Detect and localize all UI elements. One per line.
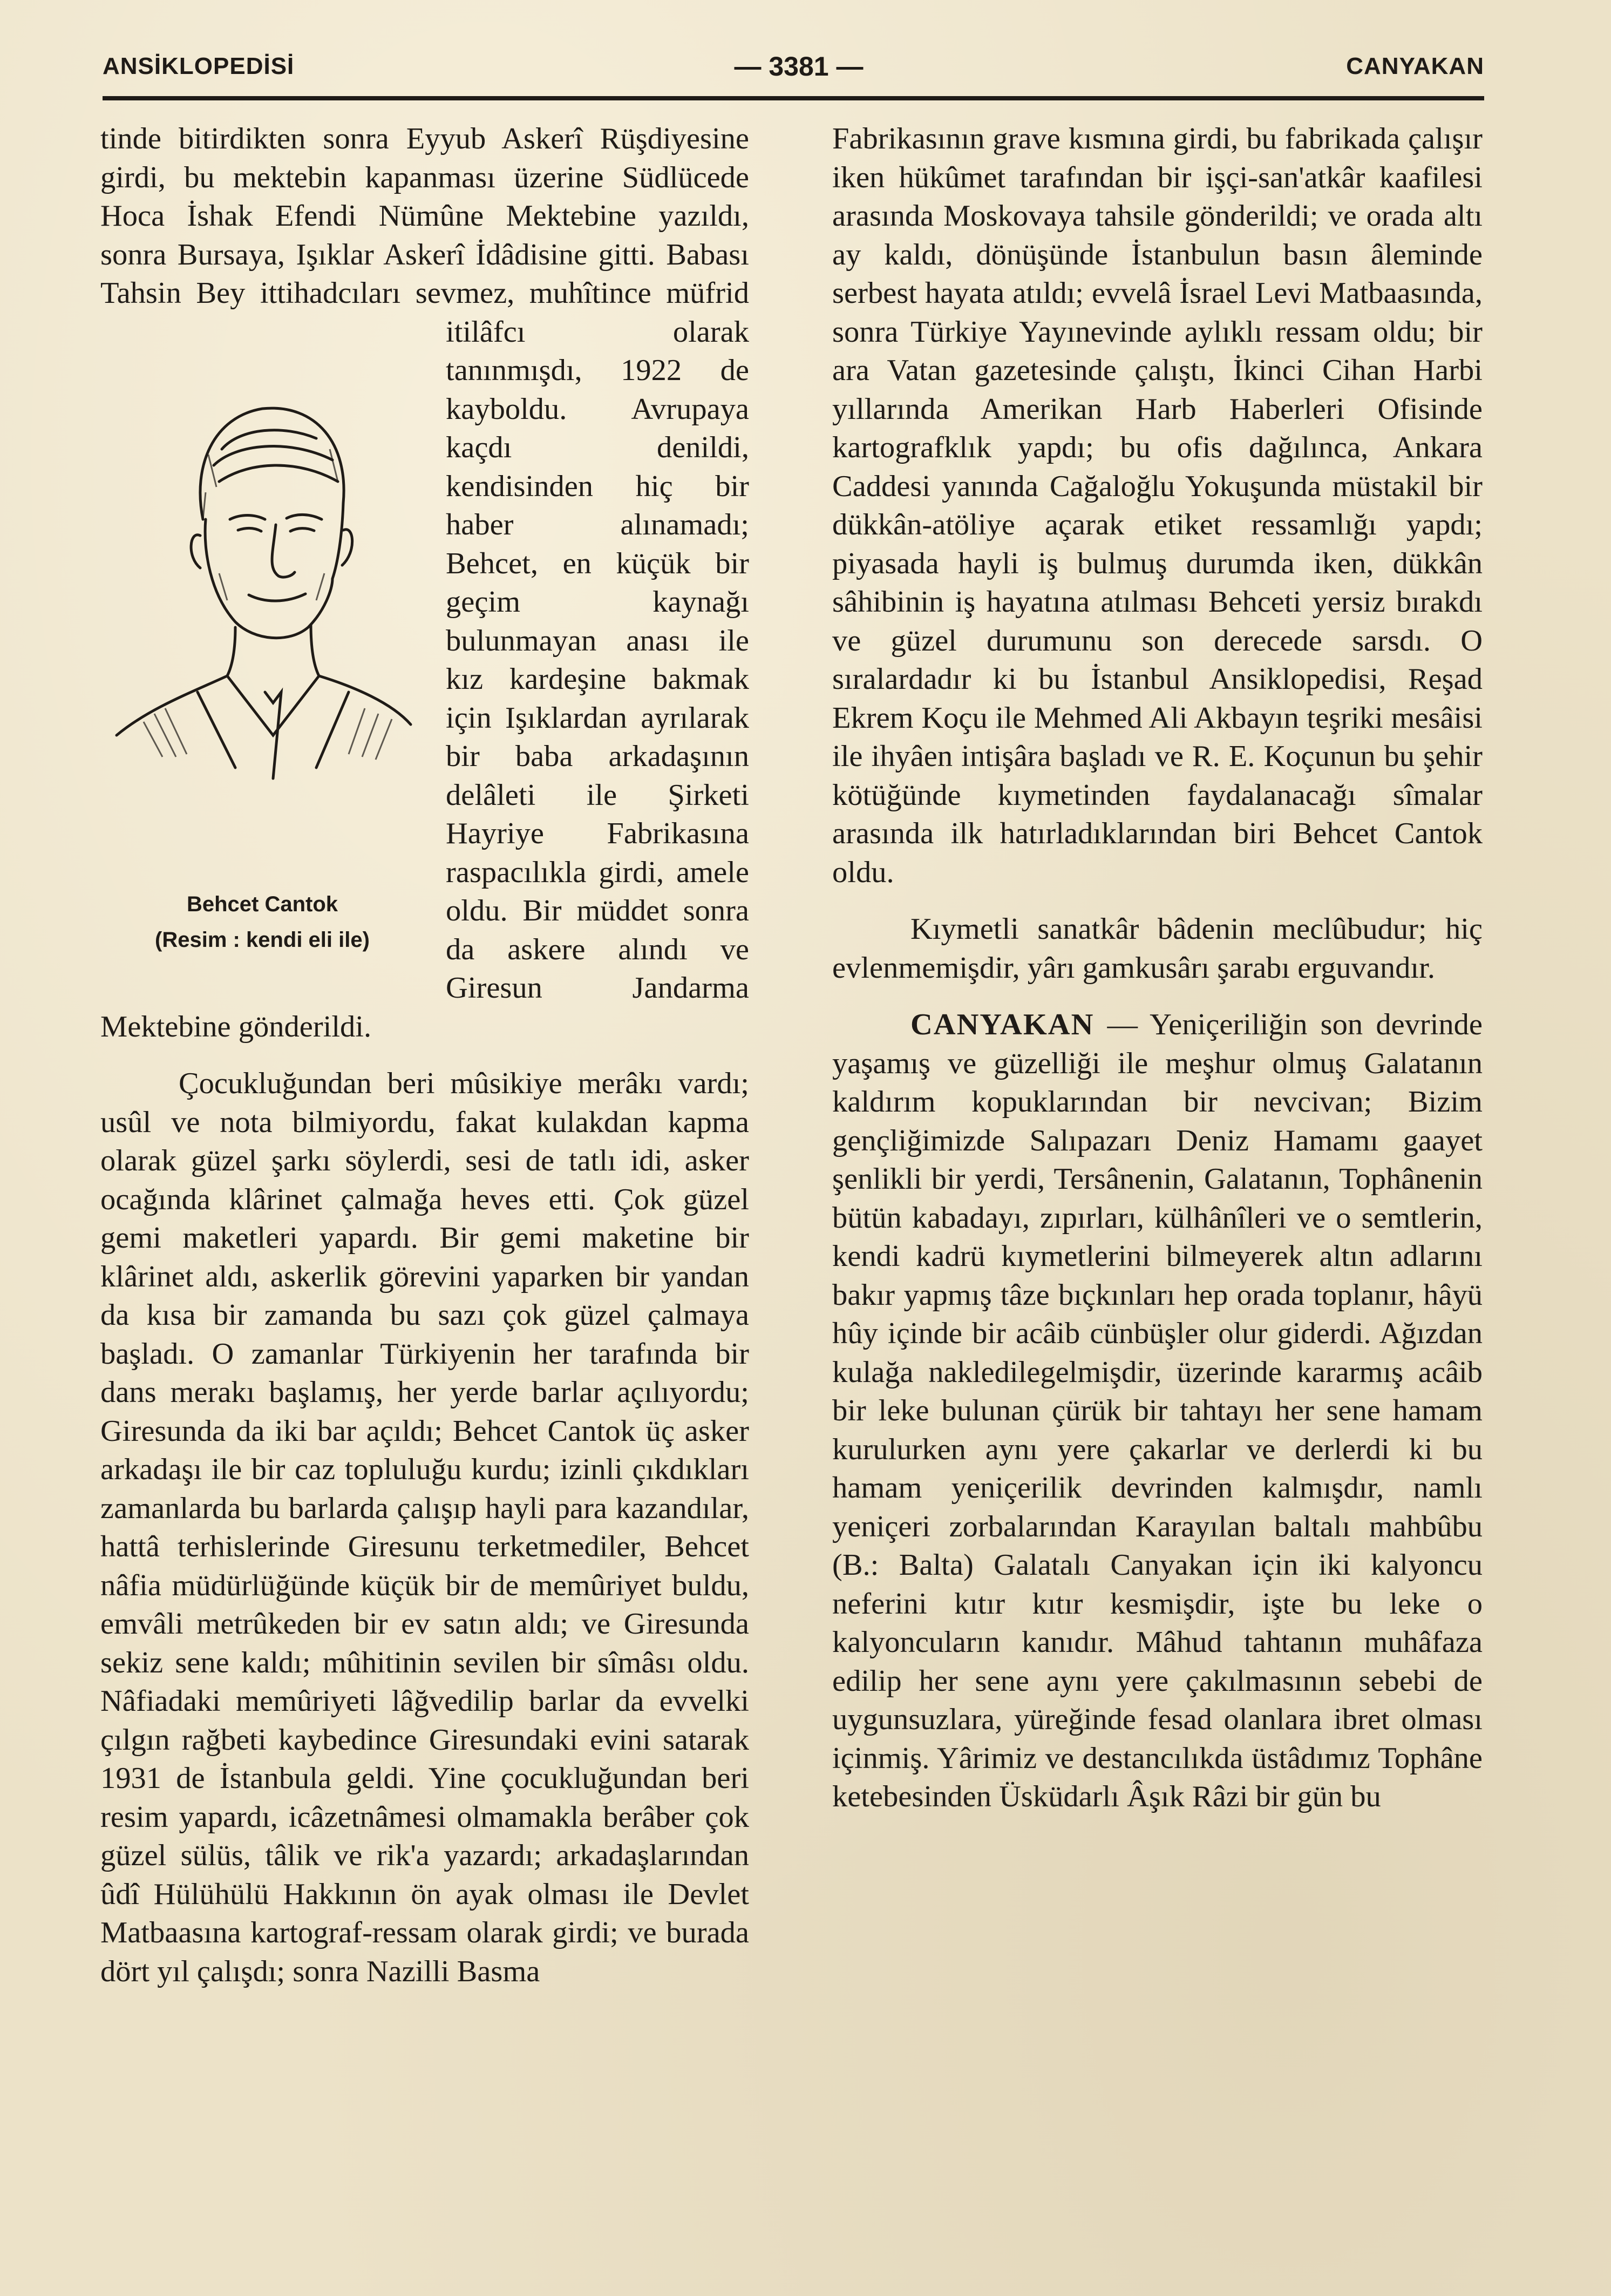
portrait-figure: [95, 347, 440, 984]
right-column: [832, 120, 1483, 1817]
right-paragraph-2: Kıymetli sanatkâr bâdenin meclûbudur; hiç evlenmemişdir, yârı gamkusârı şarabı erguvandır.: [832, 912, 1483, 985]
portrait-drawing: [111, 357, 413, 800]
entry-body: — Yeniçeriliğin son devrinde yaşamış ve güzelliği ile meşhur olmuş Galatanın kaldırım kopuklarından bir nevcivan; Bizim gençliğimizde Salıpazarı Deniz Hamamı gaayet şenlikli bir yerdi, Tersânenin, Galatanın, Tophânenin bütün kabadayı, zıpırları, külhânîleri ve o semtlerin, kendi kadrü kıymetlerini bilmeyerek altın adlarını bakır yapmış tâze bıçkınları hep orada toplanır, hâyü hûy içinde bir acâib cünbüşler olur giderdi. Ağızdan kulağa nakledilegelmişdir, üzerinde kararmış acâib bir leke bulunan çürük bir tahtayı her sene hamam kurulurken aynı yere çakarlar ve derlerdi ki bu hamam yeniçerilik devrinden kalmışdır, namlı yeniçeri zorbalarından Karayılan baltalı mahbûbu (B.: Balta) Galatalı Canyakan için iki kalyoncu neferini kıtır kıtır kesmişdir, işte bu leke o kalyoncuların kanıdır. Mâhud tahtanın muhâfaza edilip her sene aynı yere çakılmasının sebebi de uygunsuzlara, yüreğinde fesad olanlara ibret olması içinmiş. Yârimiz ve destancılıkda üstâdımız Tophâne ketebesinden Üsküdarlı Âşık Râzi bir gün bu: [832, 1008, 1483, 1813]
header-rule: [103, 96, 1484, 100]
right-paragraph-1: Fabrikasının grave kısmına girdi, bu fabrikada çalışır iken hükûmet tarafından bir işçi-san'atkâr kaafilesi arasında Moskovaya tahsile gönderildi; ve orada altı ay kaldı, dönüşünde İstanbulun basın âleminde serbest hayata atıldı; evvelâ İsrael Levi Matbaasında, sonra Türkiye Yayınevinde aylıklı ressam oldu; bir ara Vatan gazetesinde çalıştı, İkinci Cihan Harbi yıllarında Amerikan Harb Haberleri Ofisinde kartografklık yapdı; bu ofis dağılınca, Ankara Caddesi yanında Cağaloğlu Yokuşunda müstakil bir dükkân-atöliye açarak etiket ressamlığı yapdı; piyasada hayli iş bulmuş durumda iken, dükkân sâhibinin iş hayatına atılması Behceti yersiz bırakdı ve güzel durumunu son derecede sarsdı. O sıralardadır ki bu İstanbul Ansiklopedisi, Reşad Ekrem Koçu ile Mehmed Ali Akbayın teşriki mesâisi ile ihyâen intişâra başladı ve R. E. Koçunun bu şehir kötüğünde kıymetinden faydalanacağı sîmalar arasında ilk hatırladıklarından biri Behcet Cantok oldu.: [832, 122, 1483, 889]
left-intro-paragraph: tinde bitirdikten sonra Eyyub Askerî Rüşdiyesine girdi, bu mektebin kapanması üzerine Südlücede Hoca İshak Efendi Nümûne Mektebine yazıldı, sonra Bursaya, Işıklar Askerî İdâdisine gitti. Babası Tahsin Bey ittihadcıları sevmez, muhîtince müfrid itilâfcı olarak tanınmışdı, 1922 de kayboldu. Avrupaya kaçdı denildi, kendisinden hiç bir haber alınamadı; Behcet, en küçük bir geçim kaynağı bulunmayan anası ile kız kardeşine bakmak için Işıklardan ayrılarak bir baba arkadaşının delâleti ile Şirketi Hayriye Fabrikasına raspacılıkla girdi, amele oldu. Bir müddet sonra da askere alındı ve Giresun Jandarma Mektebine gönderildi.: [100, 122, 749, 1044]
entry-headword: CANYAKAN: [910, 1008, 1095, 1041]
left-paragraph-2: Çocukluğundan beri mûsikiye merâkı vardı; usûl ve nota bilmiyordu, fakat kulakdan kapma olarak güzel şarkı söylerdi, sesi de tatlı idi, asker ocağında klârinet çalmağa heves etti. Çok güzel gemi maketleri yapardı. Bir gemi maketine bir klârinet aldı, askerlik görevini yaparken bir yandan da kısa bir zamanda bu sazı çok güzel çalmaya başladı. O zamanlar Türkiyenin her tarafında bir dans merakı başlamış, her yerde barlar açılıyordu; Giresunda da iki bar açıldı; Behcet Cantok üç asker arkadaşı ile bir caz topluluğu kurdu; izinli çıkdıkları zamanlarda bu barlarda çalışıp hayli para kazandılar, hattâ terhislerinde Giresunu terketmediler, Behcet nâfia müdürlüğünde küçük bir de memûriyet buldu, emvâli metrûkeden bir ev satın aldı; ve Giresunda sekiz sene kaldı; mûhitinin sevilen bir sîmâsı oldu. Nâfiadaki memûriyeti lâğvedilip barlar da evvelki çılgın rağbeti kaybedince Giresundaki evini satarak 1931 de İstanbula geldi. Yine çocukluğundan beri resim yapardı, icâzetnâmesi olmamakla berâber çok güzel sülüs, tâlik ve rik'a yazardı; arkadaşlarından ûdî Hülühülü Hakkının ön ayak olması ile Devlet Matbaasına kartograf-ressam olarak girdi; ve burada dört yıl çalışdı; sonra Nazilli Basma: [100, 1067, 749, 1988]
left-column: [100, 120, 749, 1991]
running-head-left: ANSİKLOPEDİSİ: [103, 53, 295, 79]
running-head-right: CANYAKAN: [1346, 53, 1484, 79]
page-number: — 3381 —: [734, 51, 864, 82]
page-header: [103, 48, 1484, 96]
portrait-caption: [95, 886, 430, 958]
caption-source: (Resim : kendi eli ile): [155, 928, 370, 952]
entry-canyakan: [832, 1006, 1483, 1817]
caption-name: Behcet Cantok: [186, 892, 338, 916]
